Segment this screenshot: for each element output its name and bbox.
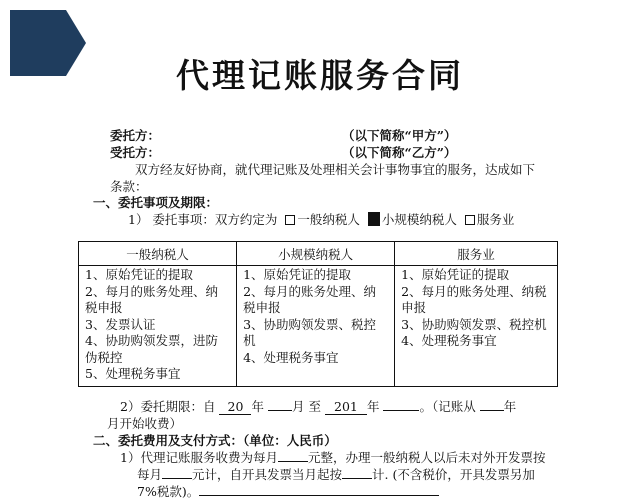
service-table xyxy=(78,241,558,387)
table-cell-general xyxy=(79,266,237,387)
table-row xyxy=(79,266,558,387)
intro-line-1: 双方经友好协商，就代理记账及处理相关会计事物事宜的服务，达成如下 xyxy=(135,162,536,177)
term-year-char-2: 年 xyxy=(366,399,380,414)
fee-line-3 xyxy=(137,484,439,500)
list-item: 4、处理税务事宜 xyxy=(243,349,339,365)
fee-text-2b: 元计，自开具发票当月起按 xyxy=(192,467,343,482)
table-header-row xyxy=(79,242,558,266)
monthly-fee-field[interactable] xyxy=(278,461,308,462)
party-a-note: （以下简称“甲方”） xyxy=(342,128,457,143)
table-cell-small-scale xyxy=(237,266,395,387)
term-line-1 xyxy=(120,399,516,415)
list-item: 4、处理税务事宜 xyxy=(401,333,497,348)
term-to: 至 xyxy=(308,399,321,414)
intro-line-2: 条款： xyxy=(110,179,148,194)
term-year-char: 年 xyxy=(251,399,264,414)
table-header: 服务业 xyxy=(395,242,558,266)
page-title: 代理记账服务合同 xyxy=(176,56,464,95)
list-item: 2、每月的账务处理、纳税申报 xyxy=(85,283,218,315)
list-item: 1、原始凭证的提取 xyxy=(401,267,510,282)
section-1-title: 一、委托事项及期限： xyxy=(93,195,219,210)
table-header: 一般纳税人 xyxy=(79,242,237,266)
term-start-month-field[interactable] xyxy=(268,410,292,411)
party-b-note: （以下简称“乙方”） xyxy=(342,145,457,160)
term-line-2: 月开始收费） xyxy=(107,416,183,431)
table-cell-service xyxy=(395,266,558,387)
fee-text-1b: 元整，办理一般纳税人以后未对外开发票按 xyxy=(307,450,546,465)
delegation-item xyxy=(128,212,514,228)
list-item: 2、每月的账务处理、纳税申报 xyxy=(243,283,377,315)
term-suffix: 。（记账从 xyxy=(419,399,476,414)
list-item: 1、原始凭证的提取 xyxy=(85,267,193,282)
no-invoice-fee-field[interactable] xyxy=(162,478,192,479)
billing-start-year-field[interactable] xyxy=(480,410,504,411)
fee-line-1 xyxy=(120,450,545,466)
section-2-title: 二、委托费用及支付方式：（单位：人民币） xyxy=(93,433,337,448)
term-start-year-field[interactable]: 20 xyxy=(219,400,251,415)
checkbox-service-industry[interactable] xyxy=(465,215,475,225)
option-service-industry: 服务业 xyxy=(476,212,515,227)
fee-text-2a: 每月 xyxy=(137,467,163,482)
term-end-month-field[interactable] xyxy=(383,410,419,411)
party-b-label: 受托方： xyxy=(110,145,161,160)
term-month-char: 月 xyxy=(291,399,305,414)
term-year-char-3: 年 xyxy=(503,399,517,414)
fee-text-2c: 计. (不含税价，开具发票另加 xyxy=(372,467,535,482)
table-header: 小规模纳税人 xyxy=(237,242,395,266)
list-item: 5、处理税务事宜 xyxy=(85,366,181,381)
list-item: 4、协助购领发票，进防伪税控 xyxy=(85,333,218,365)
list-item: 3、发票认证 xyxy=(85,316,156,332)
billing-start-field[interactable] xyxy=(342,478,372,479)
checkbox-general-taxpayer[interactable] xyxy=(285,215,295,225)
checkbox-small-scale-taxpayer[interactable] xyxy=(368,212,380,226)
fee-text-3: 7%税款)。 xyxy=(137,484,200,499)
term-end-year-field[interactable]: 201 xyxy=(325,400,367,415)
fee-text-1a: 1）代理记账服务收费为每月 xyxy=(120,450,278,465)
party-a-label: 委托方： xyxy=(110,128,161,143)
term-prefix: 2）委托期限：自 xyxy=(120,399,216,414)
fee-remark-field[interactable] xyxy=(199,495,439,496)
list-item: 1、原始凭证的提取 xyxy=(243,267,352,282)
option-general-taxpayer: 一般纳税人 xyxy=(297,212,360,227)
delegation-item-prefix: 1） 委托事项：双方约定为 xyxy=(128,212,278,227)
list-item: 2、每月的账务处理、纳税申报 xyxy=(401,283,547,315)
fee-line-2 xyxy=(137,467,535,483)
list-item: 3、协助购领发票、税控机 xyxy=(401,316,547,332)
list-item: 3、协助购领发票、税控机 xyxy=(243,316,377,348)
option-small-scale-taxpayer: 小规模纳税人 xyxy=(381,212,457,227)
